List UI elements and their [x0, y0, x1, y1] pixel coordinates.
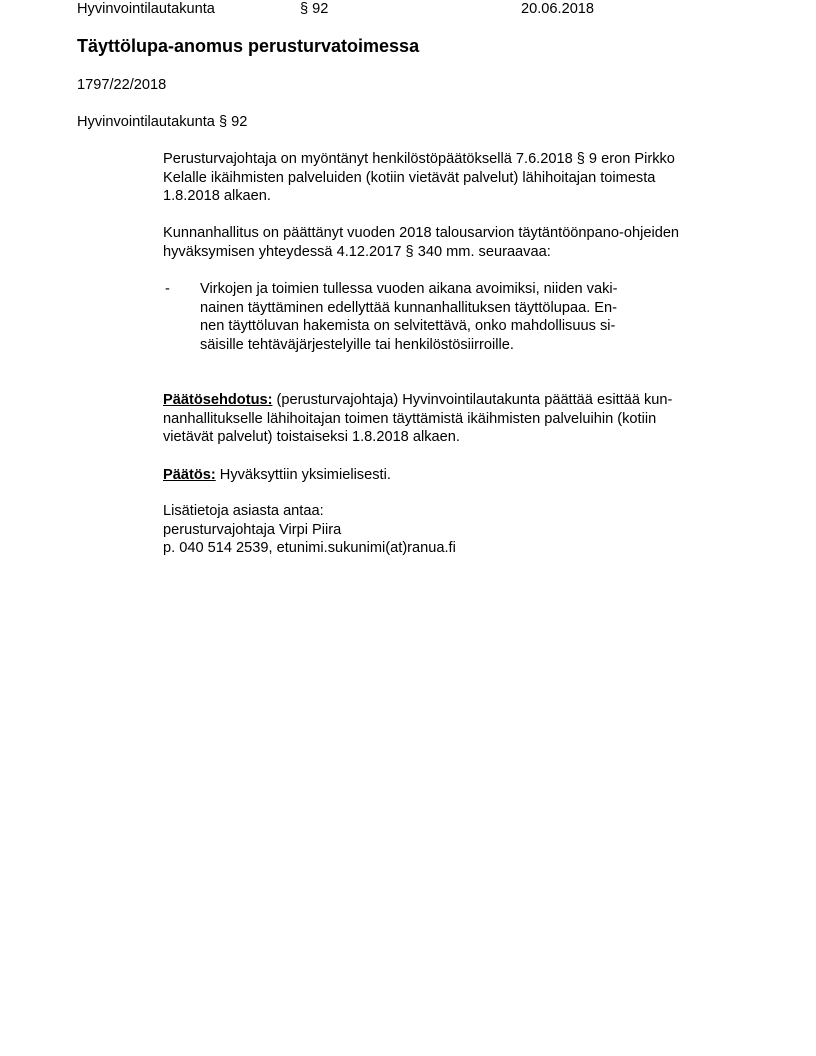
text-line: p. 040 514 2539, etunimi.sukunimi(at)ranua.fi	[163, 540, 456, 556]
text-line: vietävät palvelut) toistaiseksi 1.8.2018 alkaen.	[163, 429, 460, 445]
text-line: hyväksymisen yhteydessä 4.12.2017 § 340 mm. seuraavaa:	[163, 243, 551, 260]
text-line: Kelalle ikäihmisten palveluiden (kotiin vietävät palvelut) lähihoitajan toimesta	[163, 169, 656, 186]
case-number: 1797/22/2018	[77, 77, 167, 93]
page-title: Täyttölupa-anomus perusturvatoimessa	[77, 36, 420, 56]
header-section: § 92	[300, 1, 329, 17]
proposal-label: Päätösehdotus:	[163, 392, 273, 408]
paragraph-2	[163, 224, 679, 261]
header-body: Hyvinvointilautakunta	[77, 1, 215, 17]
paragraph-1	[163, 150, 675, 206]
bullet-item	[200, 280, 618, 354]
text-line: perusturvajohtaja Virpi Piira	[163, 521, 342, 538]
decision-proposal	[163, 391, 672, 447]
text-line: nainen täyttäminen edellyttää kunnanhallituksen täyttölupaa. En-	[200, 299, 618, 316]
text-line: nen täyttöluvan hakemista on selvitettävä, onko mahdollisuus si-	[200, 318, 616, 334]
text-line: säisille tehtäväjärjestelyille tai henkilöstösiirroille.	[200, 336, 514, 353]
decision-text: Hyväksyttiin yksimielisesti.	[215, 467, 391, 483]
bullet-marker: -	[165, 281, 170, 297]
text-line: Kunnanhallitus on päättänyt vuoden 2018 talousarvion täytäntöönpano-ohjeiden	[163, 225, 680, 241]
header-date: 20.06.2018	[521, 1, 595, 17]
text-line: nanhallitukselle lähihoitajan toimen täyttämistä ikäihmisten palveluihin (kotiin	[163, 410, 657, 427]
text-line: Lisätietoja asiasta antaa:	[163, 503, 324, 519]
text-line: (perusturvajohtaja) Hyvinvointilautakunta päättää esittää kun-	[272, 392, 673, 408]
decision	[163, 466, 391, 485]
decision-label: Päätös:	[163, 467, 216, 483]
meeting-reference: Hyvinvointilautakunta § 92	[77, 114, 248, 130]
text-line: Perusturvajohtaja on myöntänyt henkilöstöpäätöksellä 7.6.2018 § 9 eron Pirkko	[163, 151, 675, 167]
text-line: Virkojen ja toimien tullessa vuoden aikana avoimiksi, niiden vaki-	[200, 281, 618, 297]
text-line: 1.8.2018 alkaen.	[163, 188, 271, 204]
contact-info	[163, 502, 456, 558]
